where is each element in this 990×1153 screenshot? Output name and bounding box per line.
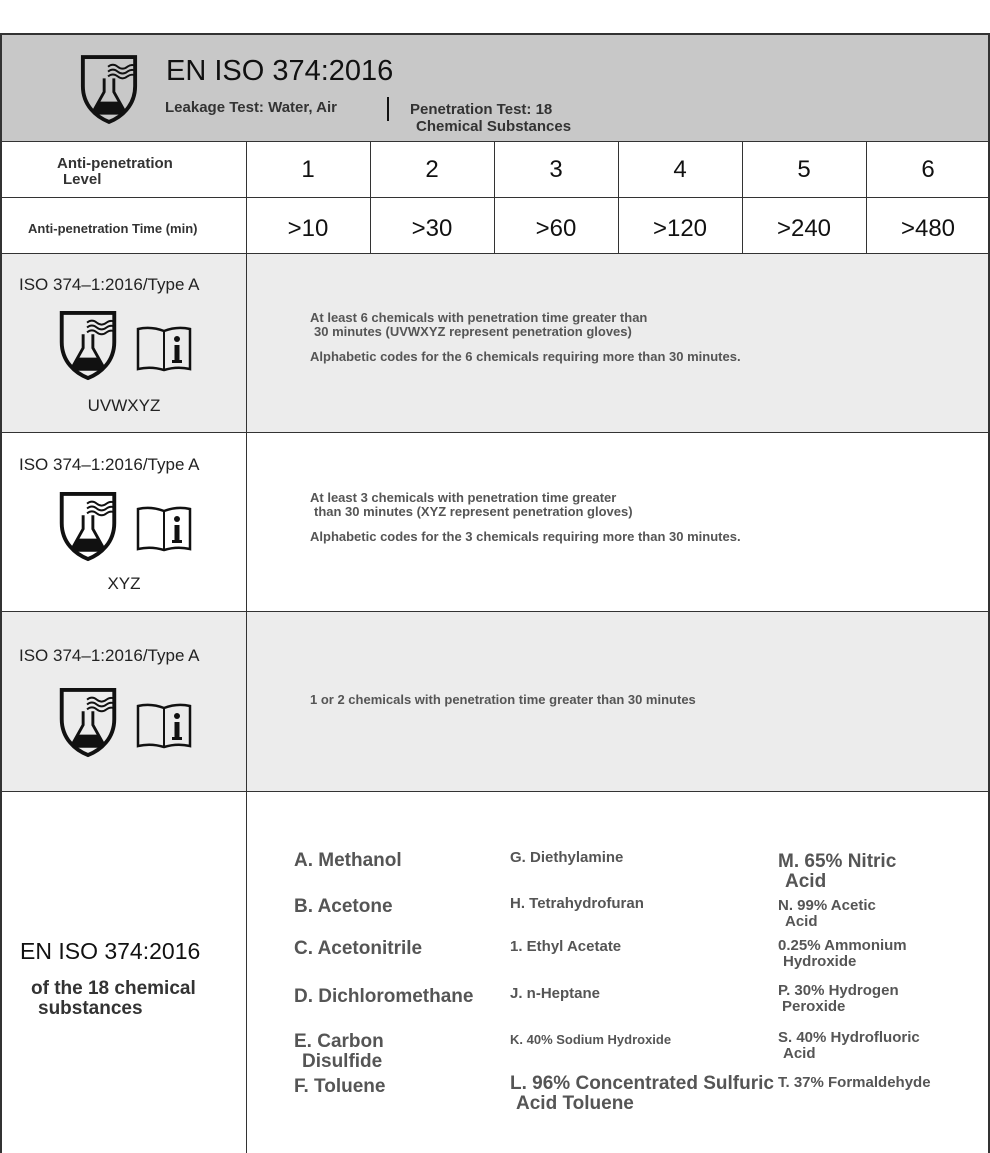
time-5: >240 <box>776 215 832 242</box>
chemical-protection-shield-icon <box>79 53 139 125</box>
desc-line-2: 30 minutes (UVWXYZ represent penetration gloves) <box>314 324 632 339</box>
row-divider <box>2 432 988 433</box>
chemical-item: L. 96% Concentrated Sulfuric Acid Toluene <box>510 1073 774 1114</box>
time-3: >60 <box>535 215 577 242</box>
column-divider <box>370 142 371 253</box>
level-2: 2 <box>425 156 439 183</box>
row-divider <box>2 197 988 198</box>
type-name: ISO 374–1:2016/Type A <box>19 646 200 665</box>
chemical-item: E. Carbon Disulfide <box>294 1031 384 1072</box>
standard-title: EN ISO 374:2016 <box>166 55 394 87</box>
information-booklet-icon <box>135 701 193 751</box>
column-divider <box>494 142 495 253</box>
chemical-item: B. Acetone <box>294 896 393 917</box>
chemical-item: C. Acetonitrile <box>294 938 423 959</box>
type-description <box>310 693 696 707</box>
penetration-test-label <box>410 101 650 135</box>
level-6: 6 <box>921 156 935 183</box>
type-description <box>310 491 741 544</box>
chemical-item: G. Diethylamine <box>510 849 624 866</box>
chemical-item: H. Tetrahydrofuran <box>510 895 644 912</box>
level-1: 1 <box>301 156 315 183</box>
level-label-line-2: Level <box>63 171 102 188</box>
desc-line-1: At least 3 chemicals with penetration time greater <box>310 490 617 505</box>
type-name: ISO 374–1:2016/Type A <box>19 455 200 474</box>
level-5: 5 <box>797 156 811 183</box>
time-4: >120 <box>652 215 708 242</box>
footer-title: EN ISO 374:2016 <box>20 938 201 964</box>
row-divider <box>2 791 988 792</box>
chemical-item: F. Toluene <box>294 1076 386 1097</box>
footer-subtitle-line-1: of the 18 chemical <box>31 978 196 999</box>
information-booklet-icon <box>135 504 193 554</box>
iso-374-chart <box>0 33 990 1153</box>
desc-line-2: than 30 minutes (XYZ represent penetration gloves) <box>314 504 633 519</box>
information-booklet-icon <box>135 324 193 374</box>
desc-line-1: 1 or 2 chemicals with penetration time greater than 30 minutes <box>310 692 696 707</box>
time-6: >480 <box>900 215 956 242</box>
chemical-protection-shield-icon <box>57 490 119 562</box>
time-label: Anti-penetration Time (min) <box>28 221 198 236</box>
chemical-protection-shield-icon <box>57 686 119 758</box>
column-divider <box>742 142 743 253</box>
desc-line-3: Alphabetic codes for the 3 chemicals requiring more than 30 minutes. <box>310 529 741 544</box>
chemical-item: D. Dichloromethane <box>294 986 474 1007</box>
penetration-line-2: Chemical Substances <box>416 118 572 135</box>
chemical-item: T. 37% Formaldehyde <box>778 1074 931 1091</box>
chemical-item: K. 40% Sodium Hydroxide <box>510 1032 672 1047</box>
footer-subtitle <box>31 979 196 1019</box>
type-description <box>310 311 741 364</box>
chemical-code: XYZ <box>107 574 141 593</box>
chemical-item: M. 65% Nitric Acid <box>778 851 897 892</box>
level-4: 4 <box>673 156 687 183</box>
chemical-code: UVWXYZ <box>87 396 161 415</box>
penetration-line-1: Penetration Test: 18 <box>410 101 553 118</box>
column-divider <box>866 142 867 253</box>
type-name: ISO 374–1:2016/Type A <box>19 275 200 294</box>
level-label <box>57 156 173 188</box>
chemical-item: A. Methanol <box>294 850 402 871</box>
level-3: 3 <box>549 156 563 183</box>
chemical-item: N. 99% Acetic Acid <box>778 897 876 930</box>
header-band <box>2 35 988 142</box>
desc-line-3: Alphabetic codes for the 6 chemicals requiring more than 30 minutes. <box>310 349 741 364</box>
column-divider <box>618 142 619 253</box>
leakage-test-label: Leakage Test: Water, Air <box>165 99 338 116</box>
chemical-item: P. 30% Hydrogen Peroxide <box>778 982 899 1015</box>
level-label-line-1: Anti-penetration <box>57 155 173 172</box>
column-divider <box>246 142 247 1153</box>
time-2: >30 <box>411 215 453 242</box>
chemical-item: J. n-Heptane <box>510 985 601 1002</box>
desc-line-1: At least 6 chemicals with penetration time greater than <box>310 310 648 325</box>
header-divider <box>387 97 389 121</box>
chemical-item: 1. Ethyl Acetate <box>510 938 622 955</box>
time-1: >10 <box>287 215 329 242</box>
chemical-item: 0.25% Ammonium Hydroxide <box>778 937 907 970</box>
chemical-item: S. 40% Hydrofluoric Acid <box>778 1029 920 1062</box>
footer-subtitle-line-2: substances <box>38 998 143 1019</box>
chemical-protection-shield-icon <box>57 309 119 381</box>
